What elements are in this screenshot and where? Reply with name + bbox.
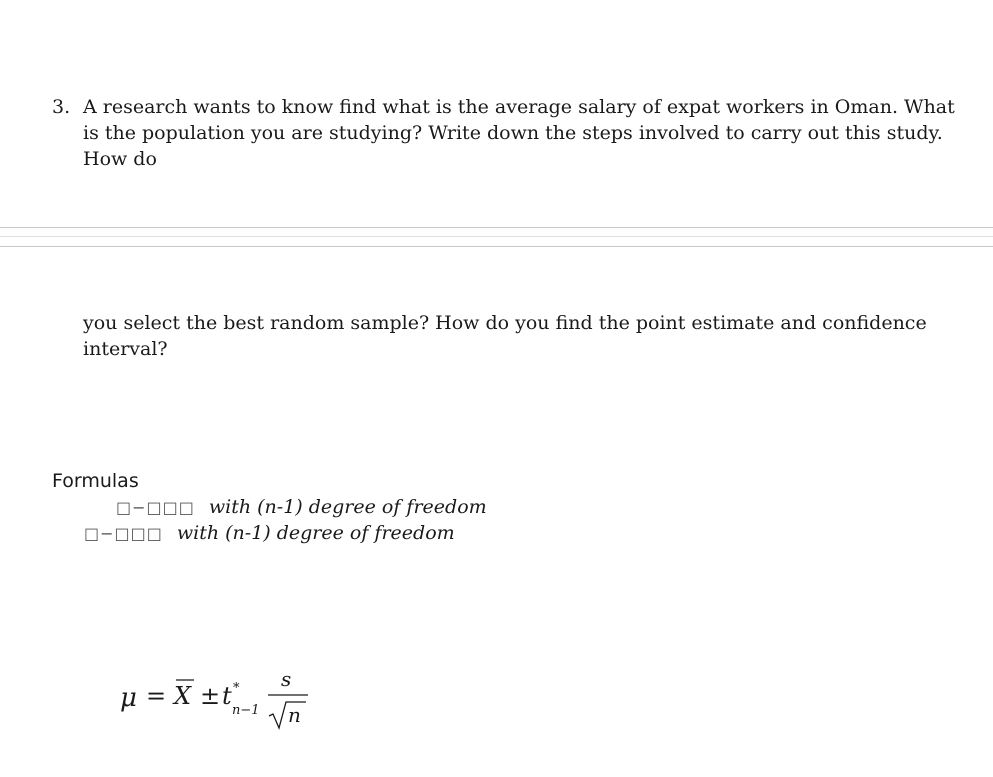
confidence-interval-formula <box>118 662 318 742</box>
formulas-heading: Formulas <box>52 470 139 492</box>
missing-glyphs: □−□□□ <box>116 498 195 517</box>
plus-minus-sign: ± <box>200 682 221 710</box>
fraction-denominator: n <box>288 703 301 727</box>
question-text: A research wants to know find what is the average salary of expat workers in Oman. What is the population you are studying? Write down the steps involved to carry out this study. How do <box>83 96 955 170</box>
document-page-2 <box>0 248 993 777</box>
mu-symbol: μ <box>120 683 137 713</box>
missing-glyphs: □−□□□ <box>84 524 163 543</box>
formula-description: with (n-1) degree of freedom <box>176 522 455 544</box>
formula-row-2 <box>84 520 455 547</box>
equals-sign: = <box>146 682 167 710</box>
document-page-1 <box>0 0 993 227</box>
page-break <box>0 227 993 247</box>
t-symbol: t <box>222 682 232 710</box>
formula-row-1 <box>116 494 487 521</box>
xbar-symbol: X <box>174 682 192 710</box>
formula-description: with (n-1) degree of freedom <box>208 496 487 518</box>
star-superscript: * <box>233 681 240 696</box>
question-number: 3. <box>52 96 71 118</box>
fraction-numerator: s <box>281 667 292 691</box>
t-subscript: n−1 <box>232 703 260 718</box>
question-continuation: you select the best random sample? How do you find the point estimate and confidence interval? <box>83 312 927 360</box>
